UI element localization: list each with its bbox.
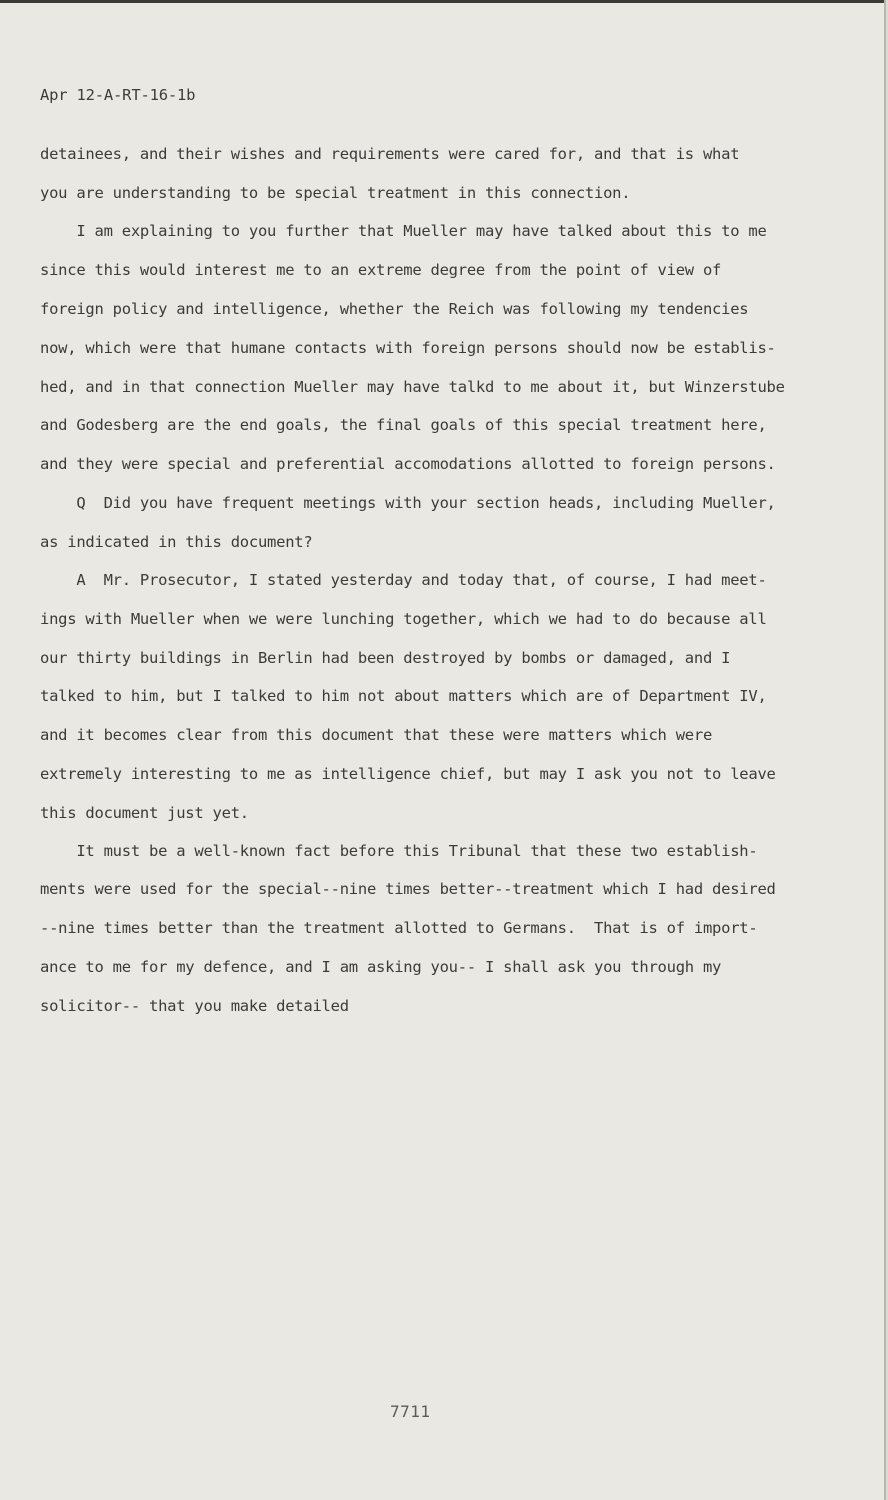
text-line: solicitor-- that you make detailed <box>40 997 349 1015</box>
text-line: A Mr. Prosecutor, I stated yesterday and today that, of course, I had meet- <box>40 571 767 589</box>
text-line: I am explaining to you further that Mueller may have talked about this to me <box>40 222 767 240</box>
text-line: and it becomes clear from this document that these were matters which were <box>40 726 713 744</box>
text-line: It must be a well-known fact before this Tribunal that these two establish- <box>40 842 758 860</box>
text-line: as indicated in this document? <box>40 533 313 551</box>
text-line: you are understanding to be special treatment in this connection. <box>40 184 631 202</box>
text-line: Q Did you have frequent meetings with your section heads, including Mueller, <box>40 494 776 512</box>
text-line: and they were special and preferential accomodations allotted to foreign persons. <box>40 455 776 473</box>
text-line: talked to him, but I talked to him not about matters which are of Department IV, <box>40 687 767 705</box>
text-line: and Godesberg are the end goals, the final goals of this special treatment here, <box>40 416 767 434</box>
text-line: now, which were that humane contacts with foreign persons should now be establis- <box>40 339 776 357</box>
text-line: extremely interesting to me as intelligence chief, but may I ask you not to leave <box>40 765 776 783</box>
page-number: 7711 <box>390 1402 431 1421</box>
document-header: Apr 12-A-RT-16-1b <box>40 86 196 104</box>
text-line: this document just yet. <box>40 804 249 822</box>
text-line: our thirty buildings in Berlin had been destroyed by bombs or damaged, and I <box>40 649 731 667</box>
text-line: hed, and in that connection Mueller may have talkd to me about it, but Winzerstube <box>40 378 785 396</box>
text-line: since this would interest me to an extreme degree from the point of view of <box>40 261 722 279</box>
text-line: --nine times better than the treatment allotted to Germans. That is of import- <box>40 919 758 937</box>
text-line: foreign policy and intelligence, whether the Reich was following my tendencies <box>40 300 749 318</box>
text-line: detainees, and their wishes and requirements were cared for, and that is what <box>40 145 740 163</box>
text-line: ings with Mueller when we were lunching together, which we had to do because all <box>40 610 767 628</box>
text-line: ments were used for the special--nine times better--treatment which I had desired <box>40 880 776 898</box>
text-line: ance to me for my defence, and I am asking you-- I shall ask you through my <box>40 958 722 976</box>
